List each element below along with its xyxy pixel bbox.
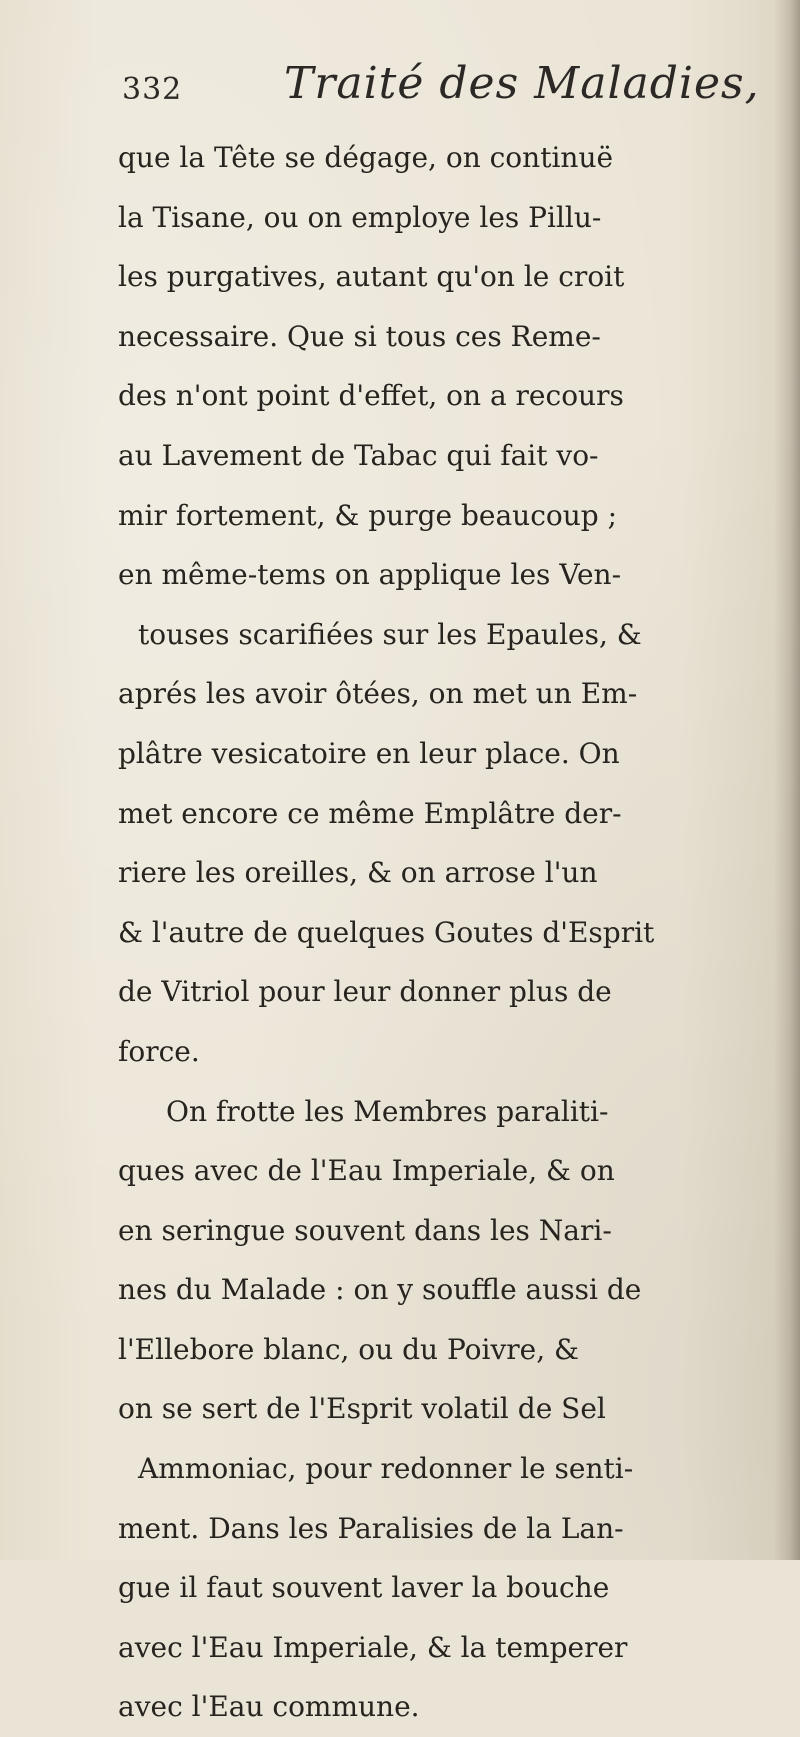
- text-line: plâtre vesicatoire en leur place. On: [118, 736, 620, 770]
- text-line: de Vitriol pour leur donner plus de: [118, 975, 612, 1009]
- text-line: les purgatives, autant qu'on le croit: [118, 260, 625, 294]
- text-line: & l'autre de quelques Goutes d'Esprit: [118, 915, 655, 949]
- text-line: on se sert de l'Esprit volatil de Sel: [118, 1392, 606, 1426]
- text-line: met encore ce même Emplâtre der-: [118, 796, 622, 830]
- running-head: Traité des Maladies,: [284, 58, 760, 109]
- text-line: aprés les avoir ôtées, on met un Em-: [118, 677, 638, 711]
- body-text: [118, 128, 778, 1737]
- page-header: [122, 58, 762, 128]
- text-line: ques avec de l'Eau Imperiale, & on: [118, 1154, 615, 1188]
- text-line: avec l'Eau commune.: [118, 1690, 420, 1724]
- text-line: au Lavement de Tabac qui fait vo-: [118, 438, 599, 472]
- text-line: riere les oreilles, & on arrose l'un: [118, 856, 598, 890]
- page-number: 332: [122, 72, 183, 107]
- text-line: la Tisane, ou on employe les Pillu-: [118, 200, 602, 234]
- text-line: ment. Dans les Paralisies de la Lan-: [118, 1511, 624, 1545]
- text-line: touses scarifiées sur les Epaules, &: [138, 617, 642, 651]
- text-line: gue il faut souvent laver la bouche: [118, 1571, 610, 1605]
- text-line: force.: [118, 1034, 200, 1068]
- text-line: mir fortement, & purge beaucoup ;: [118, 498, 618, 532]
- text-line: necessaire. Que si tous ces Reme-: [118, 319, 601, 353]
- text-line: Ammoniac, pour redonner le senti-: [138, 1452, 634, 1486]
- text-line: avec l'Eau Imperiale, & la temperer: [118, 1630, 628, 1664]
- text-line: que la Tête se dégage, on continuë: [118, 141, 614, 174]
- text-line: des n'ont point d'effet, on a recours: [118, 379, 624, 413]
- text-line: en seringue souvent dans les Nari-: [118, 1213, 612, 1247]
- text-line: On frotte les Membres paraliti-: [166, 1094, 609, 1128]
- text-line: l'Ellebore blanc, ou du Poivre, &: [118, 1332, 579, 1366]
- text-line: en même-tems on applique les Ven-: [118, 558, 622, 592]
- text-line: nes du Malade : on y souffle aussi de: [118, 1273, 642, 1307]
